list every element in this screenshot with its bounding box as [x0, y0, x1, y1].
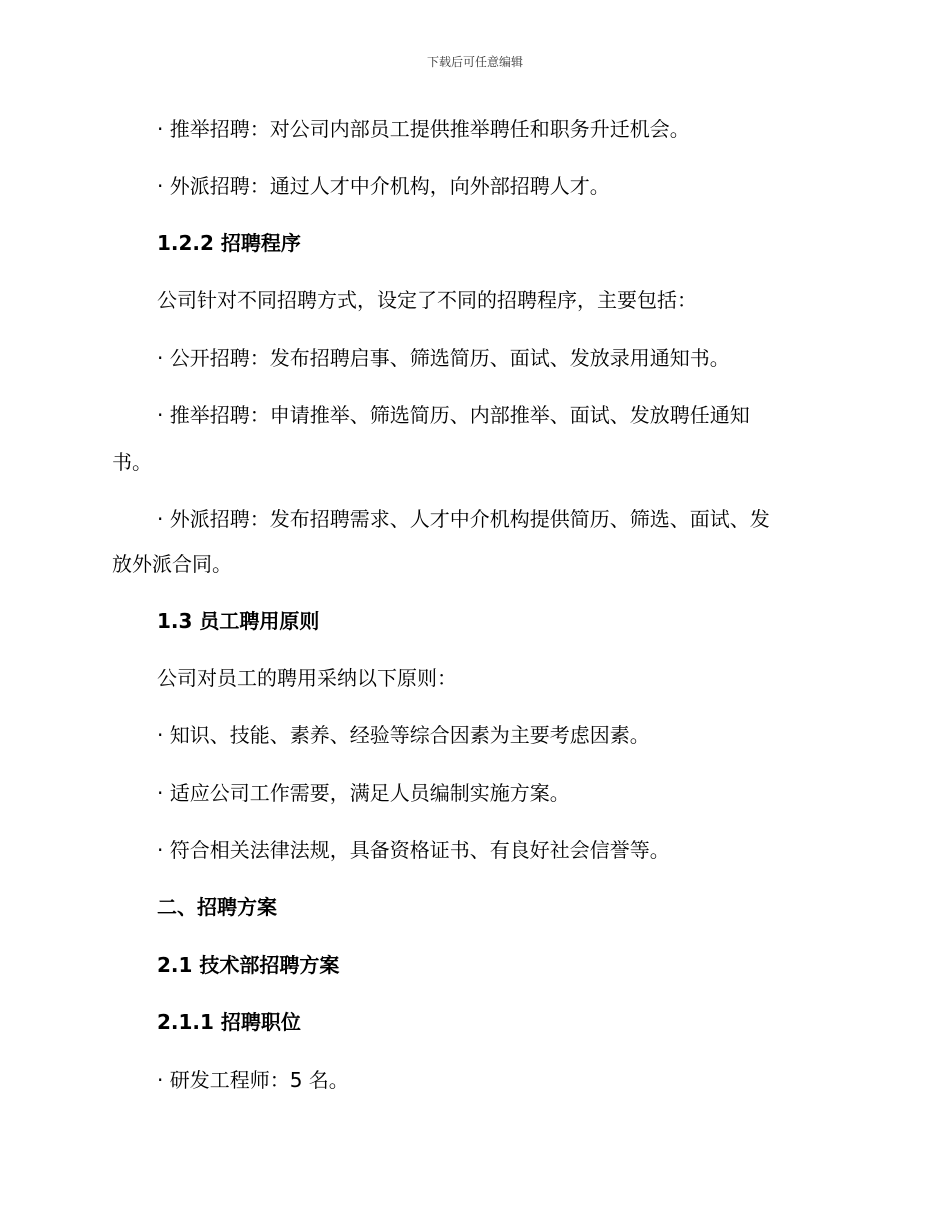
bullet-recommend-procedure: · 推举招聘：申请推举、筛选简历、内部推举、面试、发放聘任通知	[157, 403, 750, 427]
bullet-principle-adapt: · 适应公司工作需要，满足人员编制实施方案。	[157, 781, 570, 805]
bullet-outsource-recruitment: · 外派招聘：通过人才中介机构，向外部招聘人才。	[157, 174, 610, 198]
bullet-outsource-procedure-continued: 放外派合同。	[112, 552, 232, 576]
paragraph-procedure-intro: 公司针对不同招聘方式，设定了不同的招聘程序，主要包括：	[157, 288, 697, 312]
paragraph-principles-intro: 公司对员工的聘用采纳以下原则：	[157, 666, 457, 690]
bullet-principle-knowledge: · 知识、技能、素养、经验等综合因素为主要考虑因素。	[157, 723, 650, 747]
bullet-rd-engineer: · 研发工程师：5 名。	[157, 1068, 349, 1092]
heading-section-2: 二、招聘方案	[157, 895, 277, 919]
bullet-outsource-procedure: · 外派招聘：发布招聘需求、人才中介机构提供简历、筛选、面试、发	[157, 507, 770, 531]
bullet-recommend-recruitment: · 推举招聘：对公司内部员工提供推举聘任和职务升迁机会。	[157, 117, 690, 141]
bullet-recommend-procedure-continued: 书。	[112, 450, 152, 474]
page-header: 下载后可任意编辑	[426, 55, 523, 69]
heading-1-3: 1.3 员工聘用原则	[157, 609, 320, 633]
bullet-open-recruitment-procedure: · 公开招聘：发布招聘启事、筛选简历、面试、发放录用通知书。	[157, 346, 730, 370]
heading-2-1-1: 2.1.1 招聘职位	[157, 1010, 301, 1034]
heading-1-2-2: 1.2.2 招聘程序	[157, 231, 301, 255]
bullet-principle-compliance: · 符合相关法律法规，具备资格证书、有良好社会信誉等。	[157, 838, 670, 862]
heading-2-1: 2.1 技术部招聘方案	[157, 953, 340, 977]
